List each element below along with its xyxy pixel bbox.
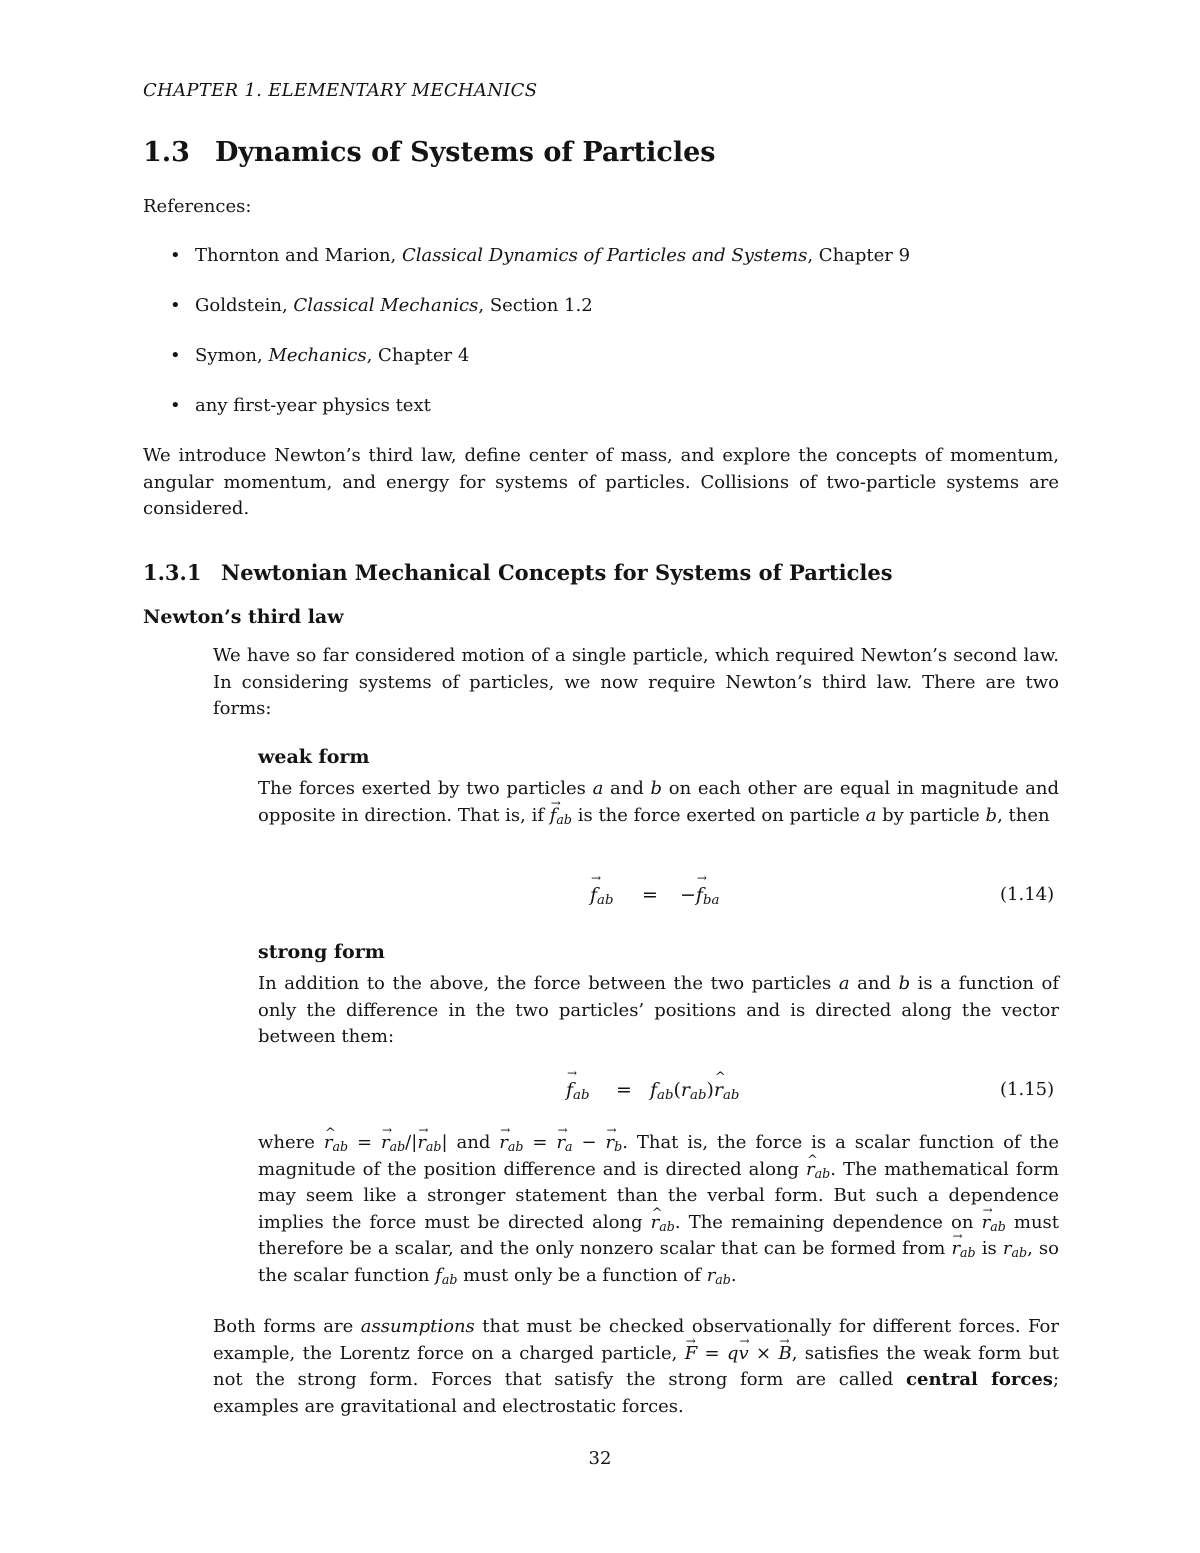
- intro-paragraph: We introduce Newton’s third law, define center of mass, and explore the concepts of momentum, angular momentum, and energy for systems of particles. Collisions of two-particle systems are considered.: [143, 445, 1059, 519]
- strong-form-heading: strong form: [258, 941, 385, 963]
- both-forms-paragraph: Both forms are assumptions that must be checked observationally for different forces. For example, the Lorentz force on a charged particle, → F = q→ v × → B, satisfies the weak form but not the strong form. Forces that satisfy the strong form are called central forces; examples are gravitational and electrostatic forces.: [213, 1314, 1059, 1420]
- page-number: 32: [588, 1448, 612, 1469]
- references-label: References:: [143, 196, 252, 217]
- list-item: • any first-year physics text: [170, 394, 910, 444]
- section-title: [143, 137, 715, 168]
- where-paragraph: where ^ $r_{ab}$ = → $r_{ab}/|\to r_{ab}|$ and → $r_{ab}$ = → $r_a$ − → $r_b$. That is, the force is a scalar function of the magnitude of the position difference and is directed along ^ $r_{ab}$. The mathematical form may seem like a stronger statement than the verbal form. But such a dependence implies the force must be directed along ^ $r_{ab}$. The remaining dependence on → $r_{ab}$ must therefore be a scalar, and the only nonzero scalar that can be formed from → $r_{ab}$ is $r_{ab}$, so the scalar function $f_{ab}$ must only be a function of $r_{ab}$.: [258, 1130, 1059, 1289]
- weak-form-heading: weak form: [258, 746, 370, 768]
- weak-form-paragraph: The forces exerted by two particles a and b on each other are equal in magnitude and opposite in direction. That is, if → $f_{ab}$ is the force exerted on particle a by particle b, then: [258, 776, 1059, 829]
- equation-number-1-14: (1.14): [1000, 884, 1055, 905]
- list-item: • Symon, Mechanics, Chapter 4: [170, 344, 910, 394]
- equation-number-1-15: (1.15): [1000, 1079, 1055, 1100]
- list-item: • Thornton and Marion, Classical Dynamics of Particles and Systems, Chapter 9: [170, 244, 910, 294]
- subsection-title: [143, 560, 893, 585]
- newton-third-law-paragraph: We have so far considered motion of a single particle, which required Newton’s second law. In considering systems of particles, we now require Newton’s third law. There are two forms:: [213, 645, 1059, 719]
- running-head: CHAPTER 1. ELEMENTARY MECHANICS: [143, 80, 538, 101]
- section-number: 1.3: [143, 137, 190, 168]
- equation-1-15: → $f_{ab}$ = $f_{ab}(r_{ab})\^{}$ $r_{ab}$: [566, 1079, 766, 1101]
- newton-third-law-heading: Newton’s third law: [143, 606, 344, 628]
- strong-form-paragraph: In addition to the above, the force between the two particles a and b is a function of only the difference in the two particles’ positions and is directed along the vector between them:: [258, 973, 1059, 1047]
- section-title-text: Dynamics of Systems of Particles: [215, 137, 716, 168]
- references-list: [170, 244, 910, 444]
- subsection-number: 1.3.1: [143, 560, 202, 585]
- list-item: • Goldstein, Classical Mechanics, Section 1.2: [170, 294, 910, 344]
- equation-1-14: → $f_{ab}$ = −→ $f_{ba}$: [590, 884, 730, 906]
- subsection-title-text: Newtonian Mechanical Concepts for Systems of Particles: [221, 560, 893, 585]
